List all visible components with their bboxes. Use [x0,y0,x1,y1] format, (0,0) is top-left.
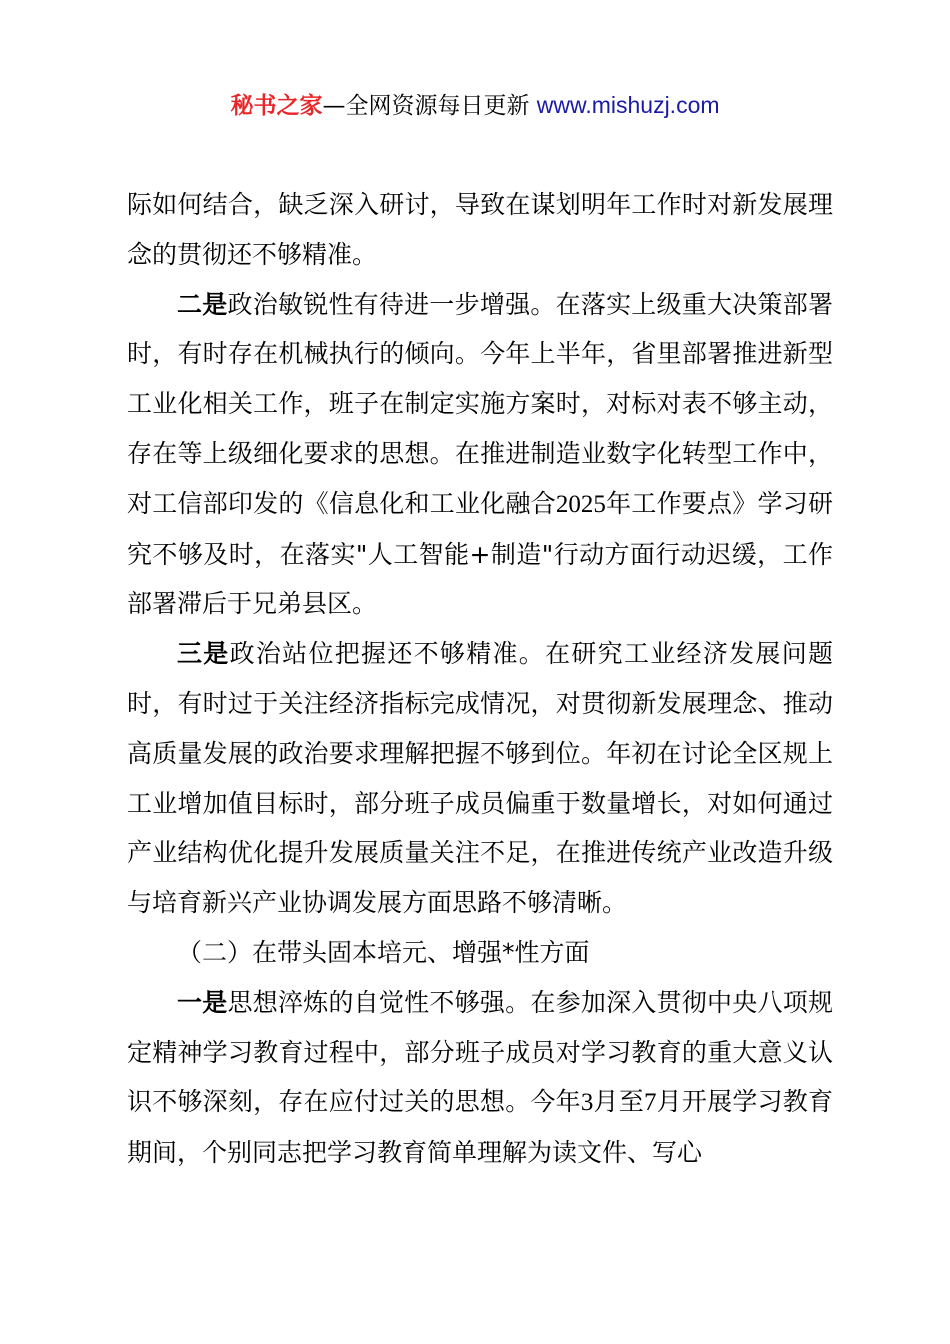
document-body [127,180,833,1178]
paragraph-lead: 三是 [177,639,230,669]
site-brand: 秘书之家 [230,93,323,119]
paragraph-point-three [127,629,833,928]
paragraph-text: 政治敏锐性有待进一步增强。在落实上级重大决策部署时，有时存在机械执行的倾向。今年上半年，省里部署推进新型工业化相关工作，班子在制定实施方案时，对标对表不够主动，存在等上级细化要求的思想。在推进制造业数字化转型工作中，对工信部印发的《信息化和工业化融合 [127,289,833,518]
site-header [0,88,950,123]
paragraph-text: 月开展学习教育期间，个别同志把学习教育简单理解为读文件、写心 [127,1087,833,1168]
paragraph-month: 7 [643,1089,657,1117]
section-heading: （二）在带头固本培元、增强*性方面 [177,937,590,967]
paragraph-point-two [127,280,833,630]
paragraph-year: 2025 [555,490,606,518]
paragraph-text: 思想淬炼的自觉性不够强。在参加深入贯彻中央八项规定精神学习教育过程中，部分班子成员对学习教育的重大意义认识不够深刻，存在应付过关的思想。今年 [127,987,833,1117]
site-slogan: —全网资源每日更新 [322,93,537,119]
paragraph-text: 年工作要点》学习研究不够及时，在落实"人工智能+制造"行动方面行动迟缓，工作部署滞后于兄弟县区。 [127,488,833,619]
paragraph-lead: 二是 [177,289,228,319]
paragraph-text: 政治站位把握还不够精准。在研究工业经济发展问题时，有时过于关注经济指标完成情况，对贯彻新发展理念、推动高质量发展的政治要求理解把握不够到位。年初在讨论全区规上工业增加值目标时，部分班子成员偏重于数量增长，对如何通过产业结构优化提升发展质量关注不足，在推进传统产业改造升级与培育新兴产业协调发展方面思路不够清晰。 [127,639,833,918]
paragraph-text: 月至 [593,1087,644,1117]
paragraph-point-one [127,978,833,1178]
site-url-link[interactable]: www.mishuzj.com [536,92,720,118]
paragraph-lead: 一是 [177,987,228,1017]
paragraph-continuation: 际如何结合，缺乏深入研讨，导致在谋划明年工作时对新发展理念的贯彻还不够精准。 [127,190,833,269]
paragraph-month: 3 [580,1089,594,1117]
